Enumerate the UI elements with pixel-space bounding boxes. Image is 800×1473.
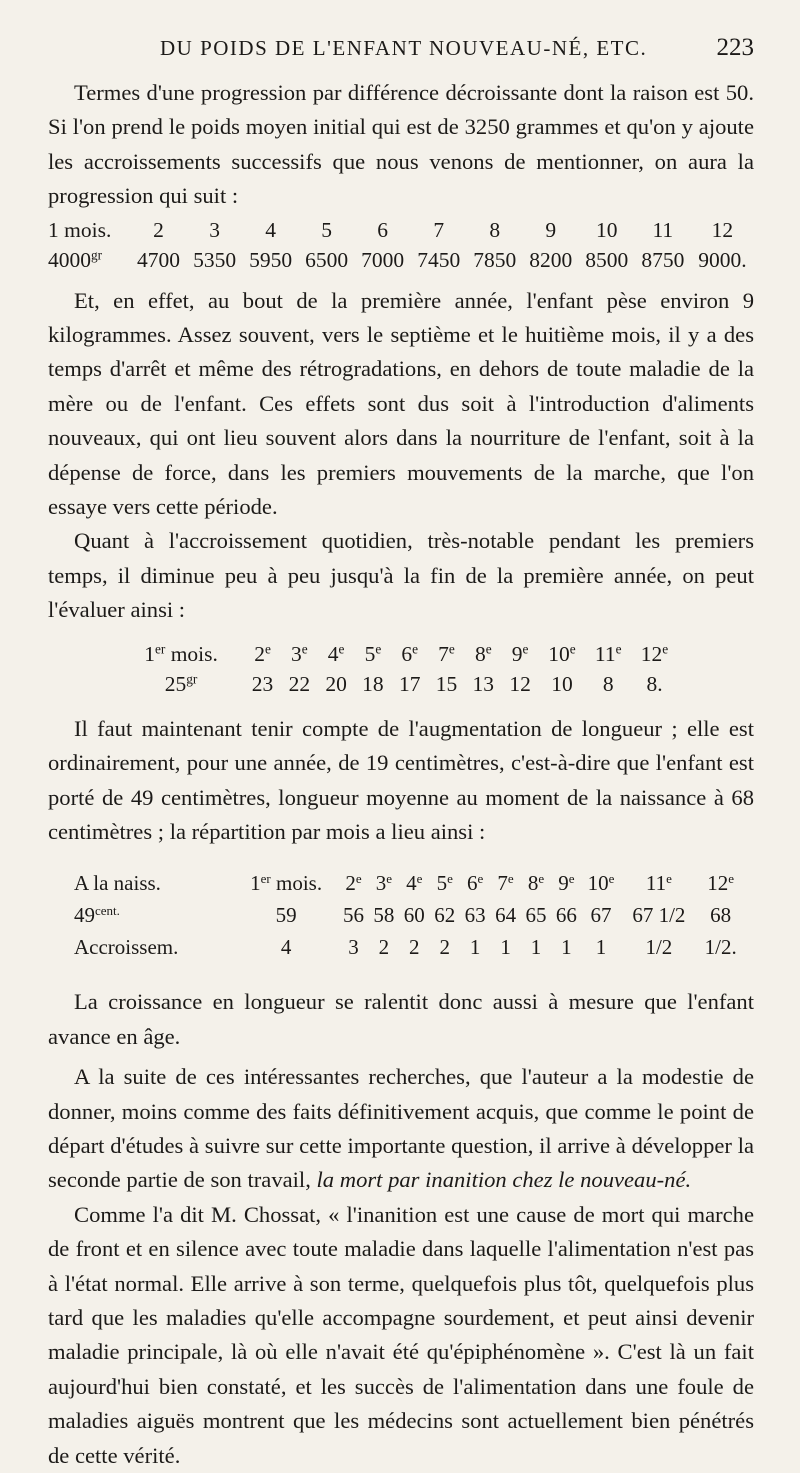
month-cell: 1 mois.	[48, 218, 112, 243]
month-number: 11	[594, 642, 616, 667]
month-cell	[338, 867, 368, 899]
month-cell	[428, 640, 465, 670]
daily-value-cell: 8	[602, 672, 614, 697]
month-cell: 4	[265, 218, 276, 243]
month-number: 8	[474, 642, 486, 667]
month-cell: 9	[545, 218, 557, 243]
month-cell	[465, 640, 502, 670]
month-cell	[631, 640, 678, 670]
ordinal-suffix: e	[448, 641, 455, 657]
weight-value: 4000	[48, 248, 91, 273]
month-cell	[521, 867, 551, 899]
ordinal-suffix: e	[338, 641, 345, 657]
daily-value-cell: 13	[472, 672, 495, 697]
weight-cell: 9000.	[698, 248, 747, 273]
row-label: Accroissem.	[74, 934, 179, 959]
ordinal-suffix: e	[608, 870, 615, 886]
ordinal-suffix: e	[522, 641, 529, 657]
length-cell: 62	[434, 902, 456, 927]
weight-cell: 8200	[529, 248, 573, 273]
ordinal-suffix: e	[301, 641, 308, 657]
month-cell: 10	[596, 218, 618, 243]
month-number: 2	[254, 642, 265, 667]
weight-cell: 8500	[585, 248, 629, 273]
month-number: 4	[327, 642, 339, 667]
ordinal-suffix: e	[615, 641, 622, 657]
growth-cell: 2	[439, 934, 450, 959]
month-number: 7	[497, 870, 508, 895]
growth-cell: 1	[561, 934, 572, 959]
month-cell	[539, 640, 586, 670]
paragraph-inanition-intro	[48, 1060, 754, 1198]
length-cell: 64	[495, 902, 517, 927]
ordinal-suffix: e	[264, 641, 271, 657]
month-number: 3	[375, 870, 387, 895]
length-cell: 63	[464, 902, 486, 927]
daily-value-cell: 18	[362, 672, 384, 697]
growth-cell: 1	[595, 934, 607, 959]
paragraph-chossat-quote: Comme l'a dit M. Chossat, « l'inanition est une cause de mort qui marche de front et en silence avec toute maladie dans laquelle l'alimentation n'est pas à l'état normal. Elle arrive à son terme, quelquefois plus tôt, quelquefois plus tard que les maladies qu'elle accompagne sourdement, et peut ainsi devenir maladie principale, là où elle n'avait été qu'épiphénomène ». C'est là un fait aujourd'hui bien constaté, et les succès de l'alimentation dans une foule de maladies aiguës montrent que les médecins sont actuellement bien pénétrés de cette vérité.	[48, 1201, 754, 1468]
daily-value-cell: 23	[251, 672, 274, 697]
growth-cell: 3	[348, 934, 359, 959]
daily-value-cell: 22	[288, 672, 311, 697]
weight-cell: 7850	[473, 248, 517, 273]
growth-cell: 1/2.	[704, 934, 737, 959]
month-cell: 12	[711, 218, 734, 243]
ordinal-suffix: e	[666, 870, 672, 886]
growth-cell: 2	[409, 934, 420, 959]
month-cell	[118, 640, 244, 670]
weight-cell: 4700	[137, 248, 181, 273]
month-word: mois.	[165, 642, 218, 667]
weights-progression-table	[48, 216, 754, 276]
month-number: 9	[558, 870, 569, 895]
month-number: 3	[290, 642, 302, 667]
month-cell: 6	[377, 218, 389, 243]
birth-length-cell	[74, 899, 234, 931]
ordinal-suffix: e	[568, 870, 575, 886]
length-cell: 56	[342, 902, 364, 927]
running-title: DU POIDS DE L'ENFANT NOUVEAU-NÉ, ETC.	[160, 36, 648, 60]
daily-value: 25	[164, 672, 187, 697]
ordinal-suffix: er	[260, 870, 271, 886]
ordinal-suffix: e	[477, 870, 484, 886]
month-number: 6	[401, 642, 413, 667]
month-cell	[399, 867, 429, 899]
paragraph-length-growth: Il faut maintenant tenir compte de l'augmentation de longueur ; elle est ordinairement, pour une année, de 19 centimètres, c'est-à-dire que l'enfant est porté de 49 centimètres, longueur moyenne au moment de la naissance à 68 centimètres ; la répartition par mois a lieu ainsi :	[48, 715, 754, 844]
month-cell	[244, 640, 281, 670]
daily-value-cell: 15	[435, 672, 458, 697]
ordinal-suffix: e	[447, 870, 453, 886]
length-cell: 60	[403, 902, 425, 927]
length-cell: 68	[710, 902, 732, 927]
month-word: mois.	[270, 870, 323, 895]
ordinal-suffix: e	[662, 641, 669, 657]
paragraph-growth-slows: La croissance en longueur se ralentit donc aussi à mesure que l'enfant avance en âge.	[48, 989, 754, 1049]
daily-value-cell: 8.	[646, 672, 663, 697]
birth-length-value: 49	[74, 902, 95, 927]
month-cell	[502, 640, 539, 670]
month-cell	[551, 867, 581, 899]
month-number: 1	[144, 642, 155, 667]
month-number: 10	[587, 870, 609, 895]
month-cell	[620, 867, 697, 899]
paragraph-first-year: Et, en effet, au bout de la première année, l'enfant pèse environ 9 kilogrammes. Assez souvent, vers le septième et le huitième mois, il y a des temps d'arrêt et même des rétrogradations, en dehors de toute maladie de la mère ou de l'enfant. Ces effets sont dus soit à l'introduction d'aliments nouveaux, qui ont lieu souvent alors dans la nourriture de l'enfant, soit à la dépense de force, dans les premiers mouvements de la marche, que l'on essaye vers cette période.	[48, 287, 754, 520]
row-label: A la naiss.	[74, 870, 161, 895]
ordinal-suffix: e	[538, 870, 545, 886]
ordinal-suffix: e	[386, 870, 393, 886]
month-number: 6	[467, 870, 478, 895]
month-cell	[490, 867, 520, 899]
unit-gram: gr	[91, 247, 103, 263]
month-number: 4	[406, 870, 417, 895]
growth-cell: 2	[378, 934, 390, 959]
daily-values-row	[118, 670, 678, 700]
daily-growth-table	[118, 640, 678, 700]
month-cell	[281, 640, 318, 670]
length-growth-row	[74, 931, 744, 963]
month-cell: 8	[489, 218, 501, 243]
month-cell	[697, 867, 744, 899]
growth-cell: 1	[530, 934, 542, 959]
inanition-intro-text: A la suite de ces intéressantes recherches, que l'auteur a la modestie de donner, moins comme des faits définitivement acquis, que comme le point de départ d'études à suivre sur cette importante question, il arrive à développer la seconde partie de son travail,	[48, 1064, 754, 1193]
ordinal-suffix: e	[569, 641, 576, 657]
length-cell: 58	[373, 902, 395, 927]
page-header	[48, 36, 754, 76]
month-cell: 11	[652, 218, 674, 243]
month-cell: 7	[433, 218, 445, 243]
month-number: 1	[250, 870, 261, 895]
daily-value-cell: 20	[325, 672, 347, 697]
length-cell: 65	[525, 902, 547, 927]
inanition-topic-italic: la mort par inanition chez le nouveau-né.	[316, 1167, 692, 1193]
weight-cell: 7000	[361, 248, 405, 273]
weight-cell: 6500	[305, 248, 349, 273]
daily-value-cell: 12	[509, 672, 531, 697]
ordinal-suffix: e	[375, 641, 382, 657]
length-cell: 67	[590, 902, 612, 927]
month-cell	[369, 867, 399, 899]
paragraph-daily-growth: Quant à l'accroissement quotidien, très-notable pendant les premiers temps, il diminue peu à peu jusqu'à la fin de la première année, on peut l'évaluer ainsi :	[48, 528, 754, 623]
month-number: 2	[345, 870, 356, 895]
month-cell: 5	[321, 218, 333, 243]
month-cell	[318, 640, 355, 670]
paragraph-progression: Termes d'une progression par différence décroissante dont la raison est 50. Si l'on prend le poids moyen initial qui est de 3250 grammes et qu'on y ajoute les accroissements successifs que nous venons de mentionner, on aura la progression qui suit :	[48, 80, 754, 209]
weights-values-row	[48, 246, 754, 276]
book-page	[48, 36, 754, 1473]
weight-cell	[48, 246, 131, 276]
month-cell	[585, 640, 631, 670]
month-number: 12	[707, 870, 729, 895]
length-growth-table	[74, 867, 744, 963]
month-number: 8	[527, 870, 539, 895]
weight-cell: 8750	[641, 248, 685, 273]
length-cell: 67 1/2	[632, 902, 686, 927]
month-number: 9	[511, 642, 523, 667]
month-cell	[582, 867, 621, 899]
weight-cell: 5950	[249, 248, 293, 273]
month-cell: 2	[153, 218, 164, 243]
month-number: 7	[438, 642, 449, 667]
ordinal-suffix: er	[154, 641, 166, 657]
length-cell: 66	[555, 902, 577, 927]
month-cell: 3	[209, 218, 220, 243]
ordinal-suffix: e	[412, 641, 419, 657]
weight-cell: 5350	[193, 248, 237, 273]
daily-months-row	[118, 640, 678, 670]
ordinal-suffix: e	[416, 870, 423, 886]
unit-gram: gr	[186, 671, 198, 687]
month-number: 5	[436, 870, 448, 895]
unit-centimeter: cent.	[95, 902, 120, 918]
ordinal-suffix: e	[728, 870, 735, 886]
month-number: 11	[645, 870, 667, 895]
weights-months-row	[48, 216, 754, 246]
length-months-row	[74, 867, 744, 899]
month-number: 10	[548, 642, 570, 667]
growth-cell: 4	[280, 934, 292, 959]
month-number: 5	[364, 642, 376, 667]
growth-cell: 1	[469, 934, 481, 959]
growth-cell: 1	[500, 934, 511, 959]
daily-value-cell: 10	[551, 672, 573, 697]
page-number: 223	[716, 34, 754, 61]
month-cell	[460, 867, 490, 899]
ordinal-suffix: e	[485, 641, 492, 657]
month-cell	[355, 640, 392, 670]
month-cell	[430, 867, 460, 899]
ordinal-suffix: e	[507, 870, 514, 886]
month-number: 12	[640, 642, 663, 667]
month-cell	[234, 867, 338, 899]
length-values-row	[74, 899, 744, 931]
weight-cell: 7450	[417, 248, 461, 273]
daily-value-cell	[118, 670, 244, 700]
length-cell: 59	[275, 902, 297, 927]
month-cell	[391, 640, 428, 670]
daily-value-cell: 17	[398, 672, 421, 697]
growth-cell: 1/2	[645, 934, 673, 959]
ordinal-suffix: e	[355, 870, 362, 886]
